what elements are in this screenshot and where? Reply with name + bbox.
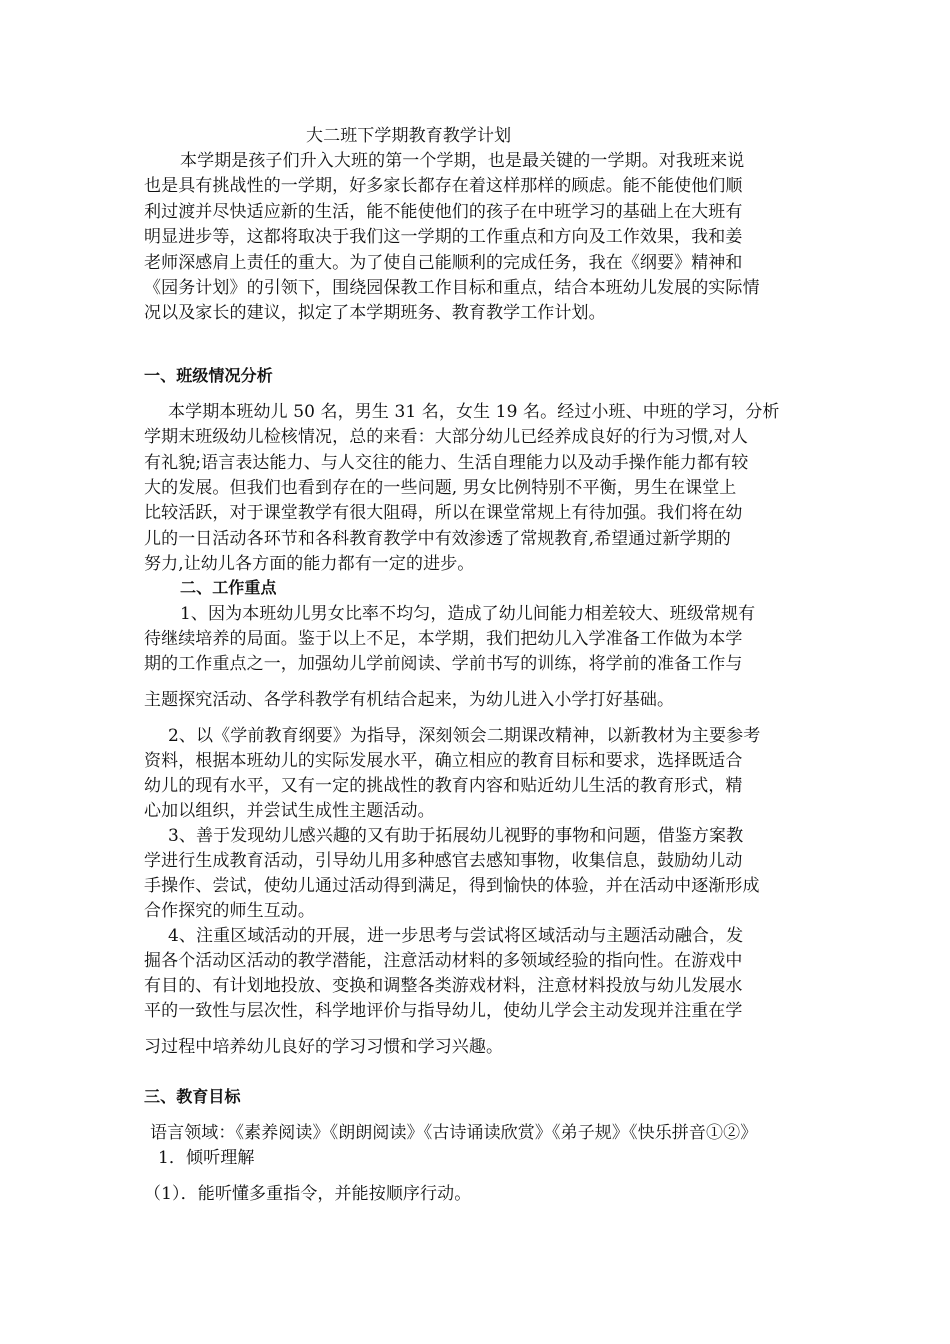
section-heading-1: 一、班级情况分析 bbox=[144, 366, 273, 385]
page-title: 大二班下学期教育教学计划 bbox=[306, 126, 512, 146]
section1-line-3: 有礼貌;语言表达能力、与人交往的能力、生活自理能力以及动手操作能力都有较 bbox=[144, 453, 749, 473]
section1-line-2: 学期末班级幼儿检核情况，总的来看：大部分幼儿已经养成良好的行为习惯,对人 bbox=[144, 427, 749, 447]
language-domain-line: 语言领域：《素养阅读》《朗朗阅读》《古诗诵读欣赏》《弟子规》《快乐拼音①②》 bbox=[150, 1123, 758, 1143]
section1-line-7: 努力,让幼儿各方面的能力都有一定的进步。 bbox=[144, 554, 475, 574]
subheading-listening: 1．倾听理解 bbox=[158, 1148, 255, 1168]
focus-item-1-line-2: 待继续培养的局面。鉴于以上不足，本学期，我们把幼儿入学准备工作做为本学 bbox=[144, 629, 743, 649]
focus-item-3-line-2: 学进行生成教育活动，引导幼儿用多种感官去感知事物，收集信息，鼓励幼儿动 bbox=[144, 851, 743, 871]
focus-item-4-line-2: 掘各个活动区活动的教学潜能，注意活动材料的多领域经验的指向性。在游戏中 bbox=[144, 951, 743, 971]
intro-line-1: 本学期是孩子们升入大班的第一个学期，也是最关键的一学期。对我班来说 bbox=[180, 151, 745, 171]
focus-item-2-line-1: 2、以《学前教育纲要》为指导，深刻领会二期课改精神，以新教材为主要参考 bbox=[168, 726, 761, 746]
intro-line-4: 明显进步等，这都将取决于我们这一学期的工作重点和方向及工作效果，我和姜 bbox=[144, 227, 743, 247]
focus-item-4-line-5: 习过程中培养幼儿良好的学习习惯和学习兴趣。 bbox=[144, 1037, 504, 1057]
focus-item-1-line-4: 主题探究活动、各学科教学有机结合起来，为幼儿进入小学打好基础。 bbox=[144, 690, 675, 710]
focus-item-4-line-3: 有目的、有计划地投放、变换和调整各类游戏材料，注意材料投放与幼儿发展水 bbox=[144, 976, 743, 996]
section1-line-4: 大的发展。但我们也看到存在的一些问题, 男女比例特别不平衡，男生在课堂上 bbox=[144, 478, 737, 498]
section-heading-2: 二、工作重点 bbox=[180, 578, 277, 597]
intro-line-6: 《园务计划》的引领下，围绕园保教工作目标和重点，结合本班幼儿发展的实际情 bbox=[144, 278, 760, 298]
listening-item-1: （1）．能听懂多重指令，并能按顺序行动。 bbox=[144, 1184, 472, 1204]
focus-item-2-line-4: 心加以组织，并尝试生成性主题活动。 bbox=[144, 801, 435, 821]
intro-line-7: 况以及家长的建议，拟定了本学期班务、教育教学工作计划。 bbox=[144, 303, 606, 323]
focus-item-2-line-3: 幼儿的现有水平，又有一定的挑战性的教育内容和贴近幼儿生活的教育形式，精 bbox=[144, 776, 743, 796]
section1-line-5: 比较活跃，对于课堂教学有很大阻碍，所以在课堂常规上有待加强。我们将在幼 bbox=[144, 503, 743, 523]
section-heading-3: 三、教育目标 bbox=[144, 1087, 241, 1106]
intro-line-5: 老师深感肩上责任的重大。为了使自己能顺利的完成任务，我在《纲要》精神和 bbox=[144, 253, 743, 273]
section1-line-1: 本学期本班幼儿 50 名，男生 31 名，女生 19 名。经过小班、中班的学习，分析 bbox=[168, 402, 780, 422]
section1-line-6: 儿的一日活动各环节和各科教育教学中有效渗透了常规教育,希望通过新学期的 bbox=[144, 529, 731, 549]
focus-item-4-line-4: 平的一致性与层次性，科学地评价与指导幼儿，使幼儿学会主动发现并注重在学 bbox=[144, 1001, 743, 1021]
focus-item-4-line-1: 4、注重区域活动的开展，进一步思考与尝试将区域活动与主题活动融合，发 bbox=[168, 926, 744, 946]
intro-line-3: 利过渡并尽快适应新的生活，能不能使他们的孩子在中班学习的基础上在大班有 bbox=[144, 202, 743, 222]
focus-item-3-line-3: 手操作、尝试，使幼儿通过活动得到满足，得到愉快的体验，并在活动中逐渐形成 bbox=[144, 876, 760, 896]
focus-item-3-line-1: 3、善于发现幼儿感兴趣的又有助于拓展幼儿视野的事物和问题，借鉴方案教 bbox=[168, 826, 744, 846]
focus-item-1-line-1: 1、因为本班幼儿男女比率不均匀，造成了幼儿间能力相差较大、班级常规有 bbox=[180, 604, 756, 624]
focus-item-1-line-3: 期的工作重点之一，加强幼儿学前阅读、学前书写的训练，将学前的准备工作与 bbox=[144, 654, 743, 674]
focus-item-3-line-4: 合作探究的师生互动。 bbox=[144, 901, 315, 921]
intro-line-2: 也是具有挑战性的一学期，好多家长都存在着这样那样的顾虑。能不能使他们顺 bbox=[144, 176, 743, 196]
focus-item-2-line-2: 资料，根据本班幼儿的实际发展水平，确立相应的教育目标和要求，选择既适合 bbox=[144, 751, 743, 771]
